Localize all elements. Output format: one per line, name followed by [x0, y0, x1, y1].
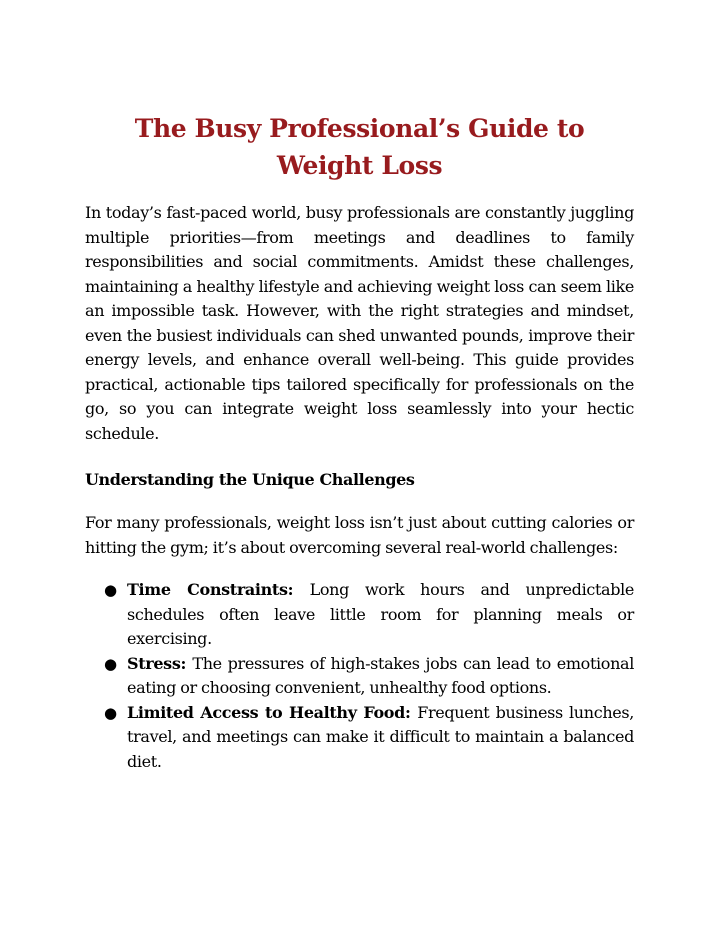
document-title: The Busy Professional’s Guide to Weight Loss — [134, 114, 585, 180]
list-item-term: Limited Access to Healthy Food: — [127, 702, 418, 722]
bullet-icon: ● — [104, 581, 117, 599]
bullet-icon: ● — [104, 654, 117, 673]
list-item-text: The pressures of high-stakes jobs can lead to emotional eating or choosing convenient, unhealthy food options. — [127, 653, 634, 697]
challenges-list — [85, 578, 634, 774]
document-content — [85, 110, 634, 774]
intro-paragraph: In today’s fast-paced world, busy professionals are constantly juggling multiple priorities—from meetings and deadlines to family responsibilities and social commitments. Amidst these challenges, maintaining a healthy lifestyle and achieving weight loss can seem like an impossible task. However, with the right strategies and mindset, even the busiest individuals can shed unwanted pounds, improve their energy levels, and enhance overall well-being. This guide provides practical, actionable tips tailored specifically for professionals on the go, so you can integrate weight loss seamlessly into your hectic schedule. — [85, 203, 634, 443]
list-item — [85, 652, 634, 701]
section-intro-paragraph: For many professionals, weight loss isn’t just about cutting calories or hitting the gym; it’s about overcoming several real-world challenges: — [85, 513, 634, 557]
list-item-term: Time Constraints: — [127, 580, 310, 599]
bullet-icon: ● — [104, 703, 117, 722]
list-item-text: Frequent business lunches, travel, and meetings can make it difficult to maintain a balanced diet. — [127, 702, 634, 771]
list-item — [85, 701, 634, 775]
list-item-text: Long work hours and unpredictable schedules often leave little room for planning meals or exercising. — [127, 580, 634, 648]
section-heading: Understanding the Unique Challenges — [85, 470, 415, 489]
list-item — [85, 578, 634, 652]
list-item-term: Stress: — [127, 653, 193, 673]
